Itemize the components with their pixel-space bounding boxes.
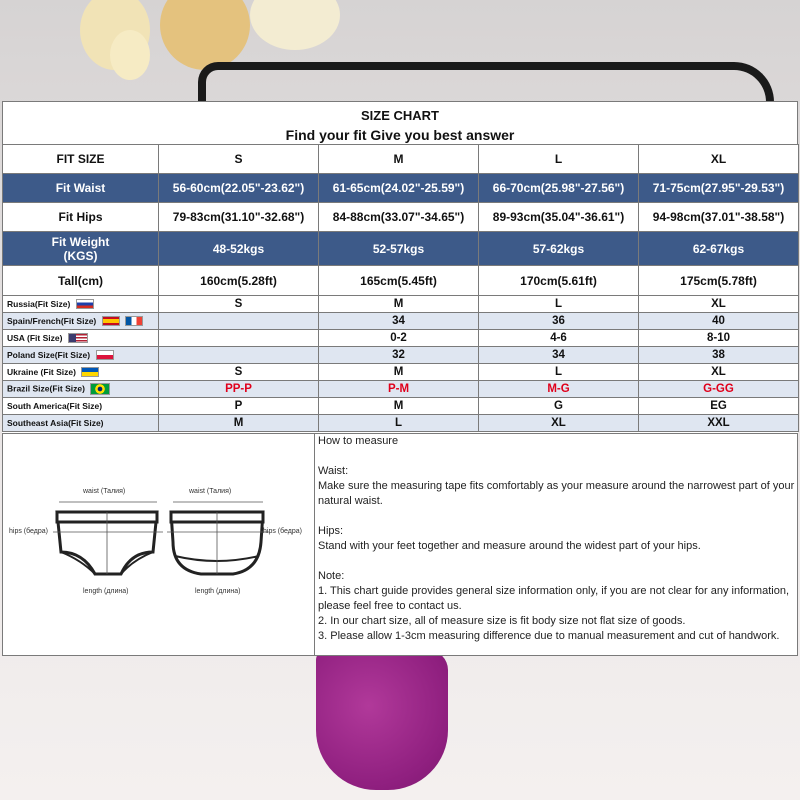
waist-label: waist (Талия): [189, 488, 232, 495]
table-cell: S: [159, 296, 319, 313]
note-1: 1. This chart guide provides general size information only, if you are not clear for any information, please feel free to contact us.: [318, 585, 790, 612]
poland-flag-icon: [96, 350, 114, 360]
row-label-text: USA (Fit Size): [7, 332, 63, 343]
row-label: Fit Waist: [3, 174, 159, 203]
table-cell: 89-93cm(35.04"-36.61"): [479, 203, 639, 232]
measure-section: [2, 433, 798, 656]
table-cell: 34: [319, 313, 479, 330]
table-cell: 57-62kgs: [479, 232, 639, 266]
table-cell: [159, 330, 319, 347]
header-cell: M: [319, 145, 479, 174]
chart-subtitle: Find your fit Give you best answer: [285, 127, 515, 143]
purple-garment: [316, 650, 448, 790]
table-row-brazil: [3, 381, 799, 398]
table-row-weight: [3, 232, 799, 266]
chart-title-block: [2, 101, 798, 144]
table-cell: EG: [639, 398, 799, 415]
note-3: 3. Please allow 1-3cm measuring difference due to manual measurement and cut of handwork.: [318, 630, 780, 642]
table-row-usa: [3, 330, 799, 347]
table-cell: G-GG: [639, 381, 799, 398]
table-cell: P: [159, 398, 319, 415]
length-label: length (длина): [195, 588, 241, 595]
header-cell: FIT SIZE: [3, 145, 159, 174]
table-row-ukraine: [3, 364, 799, 381]
row-label-text: Poland Size(Fit Size): [7, 349, 91, 360]
row-label-text: Brazil Size(Fit Size): [7, 383, 85, 394]
table-cell: 52-57kgs: [319, 232, 479, 266]
table-header-row: [3, 145, 799, 174]
table-row-tall: [3, 266, 799, 296]
row-label: Fit Hips: [3, 203, 159, 232]
waist-label: waist (Талия): [83, 488, 126, 495]
hips-title: Hips:: [318, 525, 344, 537]
ukraine-flag-icon: [81, 367, 99, 377]
table-cell: 32: [319, 347, 479, 364]
spain-flag-icon: [102, 316, 120, 326]
table-cell: G: [479, 398, 639, 415]
header-cell: S: [159, 145, 319, 174]
waist-title: Waist:: [318, 465, 349, 477]
briefs-diagram-svg: [3, 434, 314, 655]
table-row-spain-french: [3, 313, 799, 330]
table-cell: [159, 347, 319, 364]
table-cell: 66-70cm(25.98"-27.56"): [479, 174, 639, 203]
header-cell: L: [479, 145, 639, 174]
table-cell: 0-2: [319, 330, 479, 347]
row-label: [3, 296, 159, 313]
waist-text: Make sure the measuring tape fits comfortably as your measure around the narrowest part of your natural waist.: [318, 480, 795, 507]
row-label: Southeast Asia(Fit Size): [3, 415, 159, 432]
table-cell: 160cm(5.28ft): [159, 266, 319, 296]
hips-text: Stand with your feet together and measure around the widest part of your hips.: [318, 540, 701, 552]
table-cell: L: [479, 296, 639, 313]
row-label-text: Spain/French(Fit Size): [7, 315, 97, 326]
row-label: Tall(cm): [3, 266, 159, 296]
table-cell: 8-10: [639, 330, 799, 347]
header-cell: XL: [639, 145, 799, 174]
row-label: Fit Weight (KGS): [3, 232, 159, 266]
chart-title: SIZE CHART: [361, 108, 439, 123]
france-flag-icon: [125, 316, 143, 326]
table-cell: XXL: [639, 415, 799, 432]
flower-decoration: [110, 30, 150, 80]
table-row-russia: [3, 296, 799, 313]
row-label: [3, 330, 159, 347]
table-cell: 84-88cm(33.07"-34.65"): [319, 203, 479, 232]
table-row-waist: [3, 174, 799, 203]
table-cell: 34: [479, 347, 639, 364]
table-cell: M: [319, 296, 479, 313]
table-cell: P-M: [319, 381, 479, 398]
usa-flag-icon: [68, 333, 88, 343]
row-label: [3, 347, 159, 364]
table-row-hips: [3, 203, 799, 232]
table-cell: 61-65cm(24.02"-25.59"): [319, 174, 479, 203]
table-cell: 94-98cm(37.01"-38.58"): [639, 203, 799, 232]
flower-decoration: [160, 0, 250, 70]
measure-heading: How to measure: [318, 435, 399, 447]
table-cell: 79-83cm(31.10"-32.68"): [159, 203, 319, 232]
note-2: 2. In our chart size, all of measure size is fit body size not flat size of goods.: [318, 615, 686, 627]
table-cell: S: [159, 364, 319, 381]
table-cell: M: [159, 415, 319, 432]
table-cell: 170cm(5.61ft): [479, 266, 639, 296]
hips-label: hips (бедра): [9, 528, 48, 535]
table-cell: 62-67kgs: [639, 232, 799, 266]
table-cell: [159, 313, 319, 330]
row-label: [3, 364, 159, 381]
row-label: South America(Fit Size): [3, 398, 159, 415]
brazil-flag-icon: [90, 383, 110, 395]
length-label: length (длина): [83, 588, 129, 595]
table-row-poland: [3, 347, 799, 364]
table-cell: L: [479, 364, 639, 381]
table-cell: 36: [479, 313, 639, 330]
table-cell: M: [319, 398, 479, 415]
table-row-southeast-asia: [3, 415, 799, 432]
table-cell: 48-52kgs: [159, 232, 319, 266]
table-cell: M: [319, 364, 479, 381]
table-cell: XL: [639, 296, 799, 313]
table-cell: XL: [479, 415, 639, 432]
table-cell: 56-60cm(22.05"-23.62"): [159, 174, 319, 203]
row-label-text: Russia(Fit Size): [7, 298, 71, 309]
row-label: [3, 381, 159, 398]
table-cell: M-G: [479, 381, 639, 398]
table-cell: 4-6: [479, 330, 639, 347]
table-cell: PP-P: [159, 381, 319, 398]
table-row-south-america: [3, 398, 799, 415]
row-label: [3, 313, 159, 330]
table-cell: 38: [639, 347, 799, 364]
table-cell: 40: [639, 313, 799, 330]
russia-flag-icon: [76, 299, 94, 309]
table-cell: L: [319, 415, 479, 432]
note-title: Note:: [318, 570, 345, 582]
measure-instructions: [315, 434, 797, 655]
table-cell: XL: [639, 364, 799, 381]
measure-diagram: [3, 434, 315, 655]
size-table: [2, 144, 799, 432]
row-label-text: Ukraine (Fit Size): [7, 366, 76, 377]
flower-decoration: [250, 0, 340, 50]
table-cell: 165cm(5.45ft): [319, 266, 479, 296]
table-cell: 71-75cm(27.95"-29.53"): [639, 174, 799, 203]
table-cell: 175cm(5.78ft): [639, 266, 799, 296]
hips-label: hips (бедра): [263, 528, 302, 535]
